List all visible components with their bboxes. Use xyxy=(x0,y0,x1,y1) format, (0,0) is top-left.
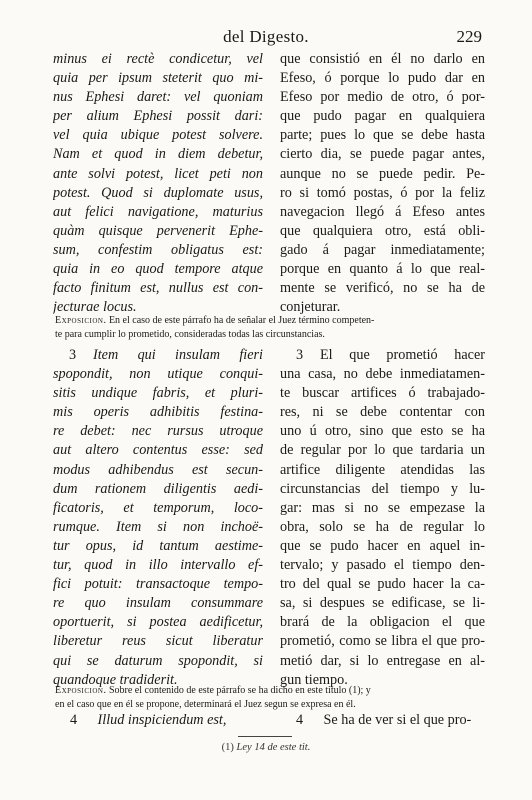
text-line: sa, si despues se edificase, se li- xyxy=(280,595,485,612)
exposicion-text-line: te para cumplir lo prometido, consideradas todas las circunstancias. xyxy=(55,328,325,340)
exposicion-note-1 xyxy=(55,314,485,341)
text-line xyxy=(280,346,485,365)
text-line: Efeso, ó porque lo pudo dar en xyxy=(280,70,485,87)
text-line: que consistió en él no darlo en xyxy=(280,51,485,67)
text-line: uno ú otro, sino que esto se ha xyxy=(280,423,485,440)
text-line: tur, quod in illo intervallo ef- xyxy=(53,557,263,574)
text-line: vel quia ubique potest solvere. xyxy=(53,127,263,144)
text-line: rumque. Item si non inchoë- xyxy=(53,518,263,535)
text-line: metió dar, si lo entregase en al- xyxy=(280,652,485,669)
text-line: minus ei rectè condicetur, vel xyxy=(53,51,263,67)
text-line-content: Item qui insulam fieri xyxy=(93,347,263,363)
text-line: brará de la obligacion el que xyxy=(280,614,485,631)
text-line: re quo insulam consummare xyxy=(53,595,263,612)
text-line: mis operis adhibitis festina- xyxy=(53,404,263,421)
text-line: aut felici navigatione, maturius xyxy=(53,203,263,220)
text-line: gar: mas si no se empezase la xyxy=(280,499,485,516)
text-line xyxy=(53,346,263,365)
text-line: conjeturar. xyxy=(280,299,341,316)
text-line: potest. Quod si duplomate usus, xyxy=(53,184,263,201)
text-line: res, ni se debe contentar con xyxy=(280,404,485,421)
text-line: gun tiempo. xyxy=(280,671,348,688)
text-line: liberetur reus sicut liberatur xyxy=(53,633,263,650)
text-line: tro del qual se pudo hacer la ca- xyxy=(280,576,485,593)
text-line: obra, solo se ha de regular lo xyxy=(280,518,485,535)
text-line: parte; pues lo que se debe hasta xyxy=(280,127,485,144)
latin-column-section-3 xyxy=(53,346,263,690)
text-line: fici potuit: transactoque tempo- xyxy=(53,576,263,593)
text-line: oportuerit, si postea aedificetur, xyxy=(53,614,263,631)
text-line: una casa, no debe inmediatamen- xyxy=(280,366,485,383)
text-line-content: El que prometió hacer xyxy=(320,347,485,363)
footnote xyxy=(0,742,532,753)
section-number: 4 xyxy=(70,712,78,728)
text-line: quandoque tradiderit. xyxy=(53,671,178,688)
text-line: que se pudo hacer en aquel in- xyxy=(280,537,485,554)
text-line: per alium Ephesi possit dari: xyxy=(53,108,263,125)
text-line: porque en quanto á lo que real- xyxy=(280,261,485,278)
spanish-section-4-start xyxy=(296,711,488,730)
text-line: spopondit, non utique conqui- xyxy=(53,366,263,383)
running-head: del Digesto. xyxy=(223,27,309,46)
exposicion-text-line: en el caso que en él se propone, determinará el Juez segun se expresa en él. xyxy=(55,698,356,710)
text-line: Efeso por medio de otro, ó por- xyxy=(280,89,485,106)
exposicion-text-line: En el caso de este párrafo ha de señalar el Juez término competen- xyxy=(108,315,375,326)
exposicion-label: Exposicion. xyxy=(55,685,107,696)
spanish-column-section-1 xyxy=(280,50,485,317)
text-line: aunque no se puede pedir. Pe- xyxy=(280,165,485,182)
latin-line: Illud inspiciendum est, xyxy=(97,712,227,728)
text-line: ro si tomó postas, ó por la feliz xyxy=(280,184,485,201)
text-line: mente se verificó, no se ha de xyxy=(280,280,485,297)
text-line: tervalo; y pasado el tiempo den- xyxy=(280,557,485,574)
text-line: qui se daturum spopondit, si xyxy=(53,652,263,669)
text-line: dum rationem diligentis aedi- xyxy=(53,480,263,497)
text-line: re debet: nec rursus utroque xyxy=(53,423,263,440)
text-line: aut altero contentus esse: sed xyxy=(53,442,263,459)
text-line: Nam et quod in diem debetur, xyxy=(53,146,263,163)
section-number: 4 xyxy=(296,712,304,728)
exposicion-note-2 xyxy=(55,684,485,711)
page-number: 229 xyxy=(456,27,482,46)
text-line: artifice diligente atendidas las xyxy=(280,461,485,478)
text-line: prometió, como se libra el que pro- xyxy=(280,633,485,650)
spanish-column-section-3 xyxy=(280,346,485,690)
section-number: 3 xyxy=(69,347,77,363)
text-line: ficatoris, et temporum, loco- xyxy=(53,499,263,516)
text-line: cierto dia, se puede pagar antes, xyxy=(280,146,485,163)
text-line: de regular por lo que tardaria un xyxy=(280,442,485,459)
text-line: quia in eo quod tempore atque xyxy=(53,261,263,278)
text-line: nus Ephesi daret: vel quoniam xyxy=(53,89,263,106)
text-line: facto finitum est, nullus est con- xyxy=(53,280,263,297)
footnote-marker: (1) xyxy=(221,742,234,753)
text-line: gado á pagar inmediatamente; xyxy=(280,241,485,258)
section-number: 3 xyxy=(296,347,304,363)
text-line: que qualquiera otro, está obli- xyxy=(280,222,485,239)
text-line: modus adhibendus est secun- xyxy=(53,461,263,478)
text-line: quia per ipsum steterit quo mi- xyxy=(53,70,263,87)
text-line: tur opus, id tantum aestime- xyxy=(53,537,263,554)
footnote-rule xyxy=(238,736,292,737)
latin-section-4-start xyxy=(70,711,270,730)
spanish-line: Se ha de ver si el que pro- xyxy=(323,712,472,728)
text-line: navegacion llegó á Efeso antes xyxy=(280,203,485,220)
footnote-text: Ley 14 de este tit. xyxy=(236,742,311,753)
text-line: te buscar artifices ó trabajado- xyxy=(280,385,485,402)
latin-column-section-1 xyxy=(53,50,263,317)
text-line: ante solvi potest, licet peti non xyxy=(53,165,263,182)
text-line: que pudo pagar en qualquiera xyxy=(280,108,485,125)
page-header xyxy=(0,27,532,47)
exposicion-label: Exposicion. xyxy=(55,315,107,326)
text-line: jecturae locus. xyxy=(53,299,137,316)
text-line: quàm quisque pervenerit Ephe- xyxy=(53,222,263,239)
text-line: sitis undique fabris, et pluri- xyxy=(53,385,263,402)
text-line: sum, confestim obligatus est: xyxy=(53,241,263,258)
text-line: circunstancias del tiempo y lu- xyxy=(280,480,485,497)
exposicion-text-line: Sobre el contenido de este párrafo se ha dicho en este titulo (1); y xyxy=(108,685,371,696)
